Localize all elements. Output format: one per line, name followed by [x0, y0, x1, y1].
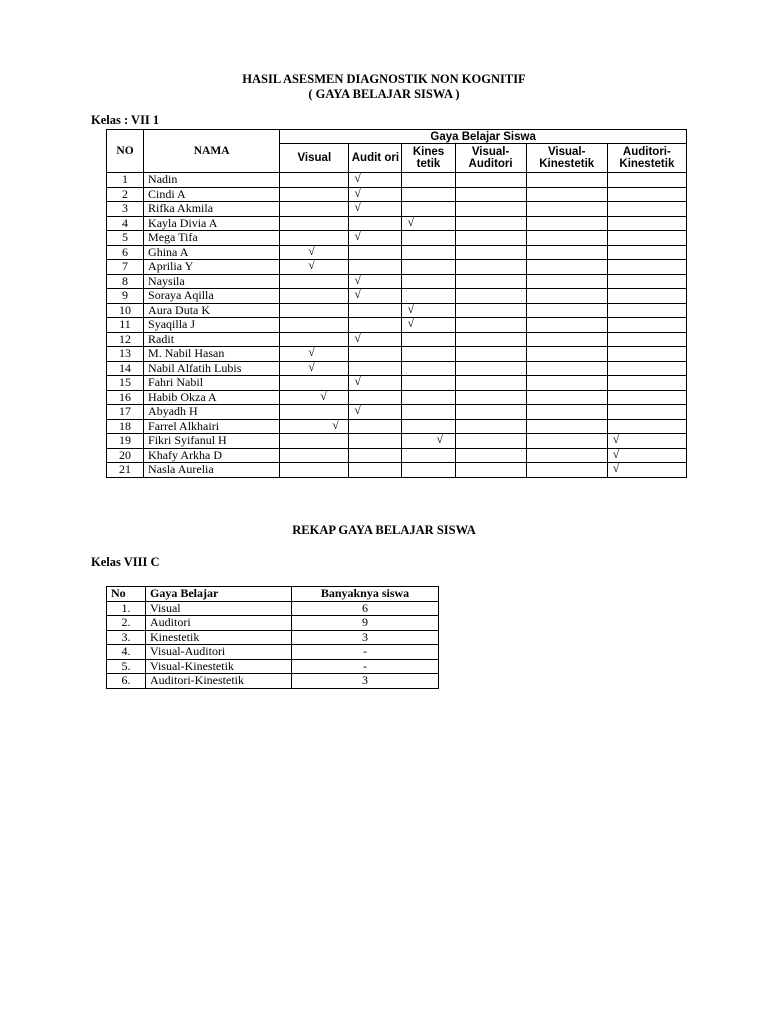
style-cell	[402, 361, 455, 376]
style-cell	[455, 347, 526, 362]
style-cell	[455, 289, 526, 304]
rekap-title: REKAP GAYA BELAJAR SISWA	[292, 523, 476, 537]
kelas-label: Kelas : VII 1	[91, 113, 160, 127]
style-cell	[526, 347, 607, 362]
style-cell	[280, 274, 349, 289]
style-cell	[455, 187, 526, 202]
row-no: 21	[107, 463, 144, 478]
rekap-header-1: No	[107, 587, 146, 602]
style-cell	[607, 274, 686, 289]
style-cell	[455, 303, 526, 318]
table-row	[107, 260, 687, 275]
style-cell	[349, 318, 402, 333]
style-cell	[349, 419, 402, 434]
style-cell	[526, 318, 607, 333]
row-name: Nadin	[144, 173, 280, 188]
style-cell	[526, 376, 607, 391]
style-cell	[607, 231, 686, 246]
style-cell	[607, 434, 686, 449]
rekap-no: 6.	[107, 674, 146, 689]
rekap-header-3: Banyaknya siswa	[292, 587, 439, 602]
style-cell	[607, 347, 686, 362]
table-row	[107, 318, 687, 333]
row-name: Fikri Syifanul H	[144, 434, 280, 449]
style-cell	[526, 448, 607, 463]
table-row	[107, 347, 687, 362]
style-cell	[349, 245, 402, 260]
row-no: 6	[107, 245, 144, 260]
style-cell	[402, 390, 455, 405]
style-cell	[607, 405, 686, 420]
row-name: Farrel Alkhairi	[144, 419, 280, 434]
row-name: Aura Duta K	[144, 303, 280, 318]
table-row	[107, 216, 687, 231]
check-mark: √	[354, 403, 361, 417]
style-cell	[349, 463, 402, 478]
row-name: Abyadh H	[144, 405, 280, 420]
check-mark: √	[354, 171, 361, 185]
style-cell	[607, 318, 686, 333]
style-cell	[402, 405, 455, 420]
check-mark: √	[407, 316, 415, 330]
rekap-count: 3	[292, 674, 439, 689]
style-cell	[402, 332, 455, 347]
row-no: 2	[107, 187, 144, 202]
style-cell	[455, 245, 526, 260]
style-cell	[280, 405, 349, 420]
style-cell	[455, 274, 526, 289]
row-name: Habib Okza A	[144, 390, 280, 405]
row-no: 1	[107, 173, 144, 188]
style-cell	[280, 448, 349, 463]
row-no: 18	[107, 419, 144, 434]
rekap-gaya: Visual-Kinestetik	[146, 659, 292, 674]
row-no: 12	[107, 332, 144, 347]
style-cell	[402, 434, 455, 449]
row-name: Rifka Akmila	[144, 202, 280, 217]
style-cell	[607, 376, 686, 391]
rekap-count: -	[292, 645, 439, 660]
row-name: Cindi A	[144, 187, 280, 202]
style-cell	[349, 332, 402, 347]
rekap-row	[107, 616, 439, 631]
row-name: Mega Tifa	[144, 231, 280, 246]
style-cell	[607, 463, 686, 478]
style-cell	[280, 463, 349, 478]
style-cell	[607, 361, 686, 376]
row-name: Naysila	[144, 274, 280, 289]
rekap-gaya: Kinestetik	[146, 630, 292, 645]
style-cell	[526, 216, 607, 231]
style-cell	[526, 187, 607, 202]
style-cell	[280, 202, 349, 217]
header-style-1: Visual	[280, 144, 349, 173]
style-cell	[526, 173, 607, 188]
style-cell	[349, 260, 402, 275]
table-row	[107, 289, 687, 304]
row-name: Khafy Arkha D	[144, 448, 280, 463]
style-cell	[526, 245, 607, 260]
row-no: 10	[107, 303, 144, 318]
style-cell	[455, 405, 526, 420]
style-cell	[402, 347, 455, 362]
style-cell	[280, 173, 349, 188]
row-no: 17	[107, 405, 144, 420]
style-cell	[280, 231, 349, 246]
style-cell	[402, 187, 455, 202]
table-row	[107, 187, 687, 202]
rekap-no: 4.	[107, 645, 146, 660]
style-cell	[455, 434, 526, 449]
row-no: 13	[107, 347, 144, 362]
rekap-no: 5.	[107, 659, 146, 674]
row-no: 11	[107, 318, 144, 333]
table-row	[107, 274, 687, 289]
row-no: 4	[107, 216, 144, 231]
style-cell	[455, 332, 526, 347]
style-cell	[526, 405, 607, 420]
row-name: Nasla Aurelia	[144, 463, 280, 478]
row-name: Fahri Nabil	[144, 376, 280, 391]
style-cell	[280, 216, 349, 231]
style-cell	[280, 419, 349, 434]
style-cell	[402, 274, 455, 289]
style-cell	[526, 231, 607, 246]
style-cell	[402, 448, 455, 463]
style-cell	[526, 332, 607, 347]
style-cell	[455, 390, 526, 405]
kelas-label-2: Kelas VIII C	[91, 555, 160, 569]
row-name: Kayla Divia A	[144, 216, 280, 231]
rekap-gaya: Visual-Auditori	[146, 645, 292, 660]
rekap-header-2: Gaya Belajar	[146, 587, 292, 602]
style-cell	[455, 463, 526, 478]
header-style-6: Auditori- Kinestetik	[607, 144, 686, 173]
style-cell	[402, 202, 455, 217]
row-name: Radit	[144, 332, 280, 347]
check-mark: √	[332, 417, 339, 432]
style-cell	[280, 390, 349, 405]
rekap-table	[106, 586, 439, 689]
check-mark: √	[612, 432, 620, 446]
check-mark: √	[354, 374, 361, 388]
header-gaya-belajar: Gaya Belajar Siswa	[280, 130, 687, 144]
check-mark: √	[308, 359, 315, 374]
style-cell	[349, 202, 402, 217]
check-mark: √	[354, 229, 361, 243]
check-mark: √	[354, 185, 361, 200]
document-title: HASIL ASESMEN DIAGNOSTIK NON KOGNITIF	[242, 72, 526, 86]
rekap-no: 3.	[107, 630, 146, 645]
check-mark: √	[308, 258, 315, 272]
style-cell	[526, 260, 607, 275]
style-cell	[280, 187, 349, 202]
style-cell	[607, 390, 686, 405]
row-no: 3	[107, 202, 144, 217]
check-mark: √	[320, 388, 327, 403]
style-cell	[402, 173, 455, 188]
row-name: Aprilia Y	[144, 260, 280, 275]
style-cell	[607, 419, 686, 434]
header-style-4: Visual- Auditori	[455, 144, 526, 173]
style-cell	[402, 318, 455, 333]
check-mark: √	[308, 345, 315, 359]
table-row	[107, 332, 687, 347]
row-no: 8	[107, 274, 144, 289]
check-mark: √	[407, 301, 415, 316]
style-cell	[526, 419, 607, 434]
style-cell	[455, 216, 526, 231]
style-cell	[349, 347, 402, 362]
row-no: 7	[107, 260, 144, 275]
check-mark: √	[354, 200, 361, 214]
rekap-row	[107, 659, 439, 674]
check-mark: √	[612, 446, 620, 461]
style-cell	[607, 448, 686, 463]
row-no: 5	[107, 231, 144, 246]
style-cell	[526, 274, 607, 289]
style-cell	[402, 419, 455, 434]
style-cell	[349, 434, 402, 449]
rekap-row	[107, 674, 439, 689]
style-cell	[607, 245, 686, 260]
style-cell	[349, 448, 402, 463]
table-row	[107, 434, 687, 449]
table-row	[107, 419, 687, 434]
table-row	[107, 448, 687, 463]
table-row	[107, 361, 687, 376]
style-cell	[402, 231, 455, 246]
style-cell	[280, 303, 349, 318]
rekap-no: 2.	[107, 616, 146, 631]
rekap-no: 1.	[107, 601, 146, 616]
style-cell	[280, 376, 349, 391]
style-cell	[349, 231, 402, 246]
style-cell	[402, 376, 455, 391]
rekap-row	[107, 601, 439, 616]
rekap-count: -	[292, 659, 439, 674]
row-no: 14	[107, 361, 144, 376]
style-cell	[280, 347, 349, 362]
table-row	[107, 463, 687, 478]
table-row	[107, 173, 687, 188]
check-mark: √	[308, 243, 315, 258]
style-cell	[607, 187, 686, 202]
style-cell	[607, 260, 686, 275]
style-cell	[280, 434, 349, 449]
check-mark: √	[354, 287, 361, 301]
check-mark: √	[354, 330, 361, 345]
style-cell	[455, 448, 526, 463]
style-cell	[280, 260, 349, 275]
check-mark: √	[354, 272, 361, 287]
row-name: Nabil Alfatih Lubis	[144, 361, 280, 376]
style-cell	[349, 303, 402, 318]
style-cell	[349, 173, 402, 188]
row-name: Syaqilla J	[144, 318, 280, 333]
style-cell	[526, 202, 607, 217]
style-cell	[455, 260, 526, 275]
style-cell	[455, 419, 526, 434]
row-no: 15	[107, 376, 144, 391]
style-cell	[607, 216, 686, 231]
rekap-row	[107, 645, 439, 660]
row-no: 9	[107, 289, 144, 304]
row-no: 16	[107, 390, 144, 405]
table-row	[107, 405, 687, 420]
table-row	[107, 202, 687, 217]
style-cell	[455, 202, 526, 217]
row-name: M. Nabil Hasan	[144, 347, 280, 362]
header-style-5: Visual- Kinestetik	[526, 144, 607, 173]
style-cell	[607, 289, 686, 304]
style-cell	[526, 303, 607, 318]
style-cell	[455, 361, 526, 376]
style-cell	[526, 390, 607, 405]
header-style-2: Audit ori	[349, 144, 402, 173]
style-cell	[402, 245, 455, 260]
style-cell	[526, 463, 607, 478]
style-cell	[349, 376, 402, 391]
header-no: NO	[107, 130, 144, 173]
rekap-gaya: Auditori	[146, 616, 292, 631]
style-cell	[349, 405, 402, 420]
row-no: 20	[107, 448, 144, 463]
style-cell	[402, 463, 455, 478]
style-cell	[280, 361, 349, 376]
row-name: Soraya Aqilla	[144, 289, 280, 304]
style-cell	[280, 318, 349, 333]
table-row	[107, 303, 687, 318]
rekap-gaya: Auditori-Kinestetik	[146, 674, 292, 689]
style-cell	[526, 289, 607, 304]
row-no: 19	[107, 434, 144, 449]
table-row	[107, 231, 687, 246]
rekap-row	[107, 630, 439, 645]
style-cell	[455, 318, 526, 333]
style-cell	[455, 231, 526, 246]
table-row	[107, 245, 687, 260]
style-cell	[455, 376, 526, 391]
style-cell	[402, 216, 455, 231]
document-subtitle: ( GAYA BELAJAR SISWA )	[308, 87, 460, 101]
style-cell	[607, 303, 686, 318]
table-row	[107, 376, 687, 391]
style-cell	[280, 289, 349, 304]
rekap-count: 3	[292, 630, 439, 645]
check-mark: √	[436, 432, 444, 446]
style-cell	[526, 361, 607, 376]
check-mark: √	[407, 214, 415, 229]
rekap-gaya: Visual	[146, 601, 292, 616]
style-cell	[455, 173, 526, 188]
table-row	[107, 390, 687, 405]
rekap-count: 6	[292, 601, 439, 616]
assessment-table	[106, 129, 687, 478]
style-cell	[526, 434, 607, 449]
style-cell	[607, 173, 686, 188]
style-cell	[607, 332, 686, 347]
header-style-3: Kines tetik	[402, 144, 455, 173]
style-cell	[402, 260, 455, 275]
style-cell	[402, 289, 455, 304]
row-name: Ghina A	[144, 245, 280, 260]
style-cell	[607, 202, 686, 217]
style-cell	[349, 289, 402, 304]
header-nama: NAMA	[144, 130, 280, 173]
check-mark: √	[612, 461, 620, 475]
rekap-count: 9	[292, 616, 439, 631]
